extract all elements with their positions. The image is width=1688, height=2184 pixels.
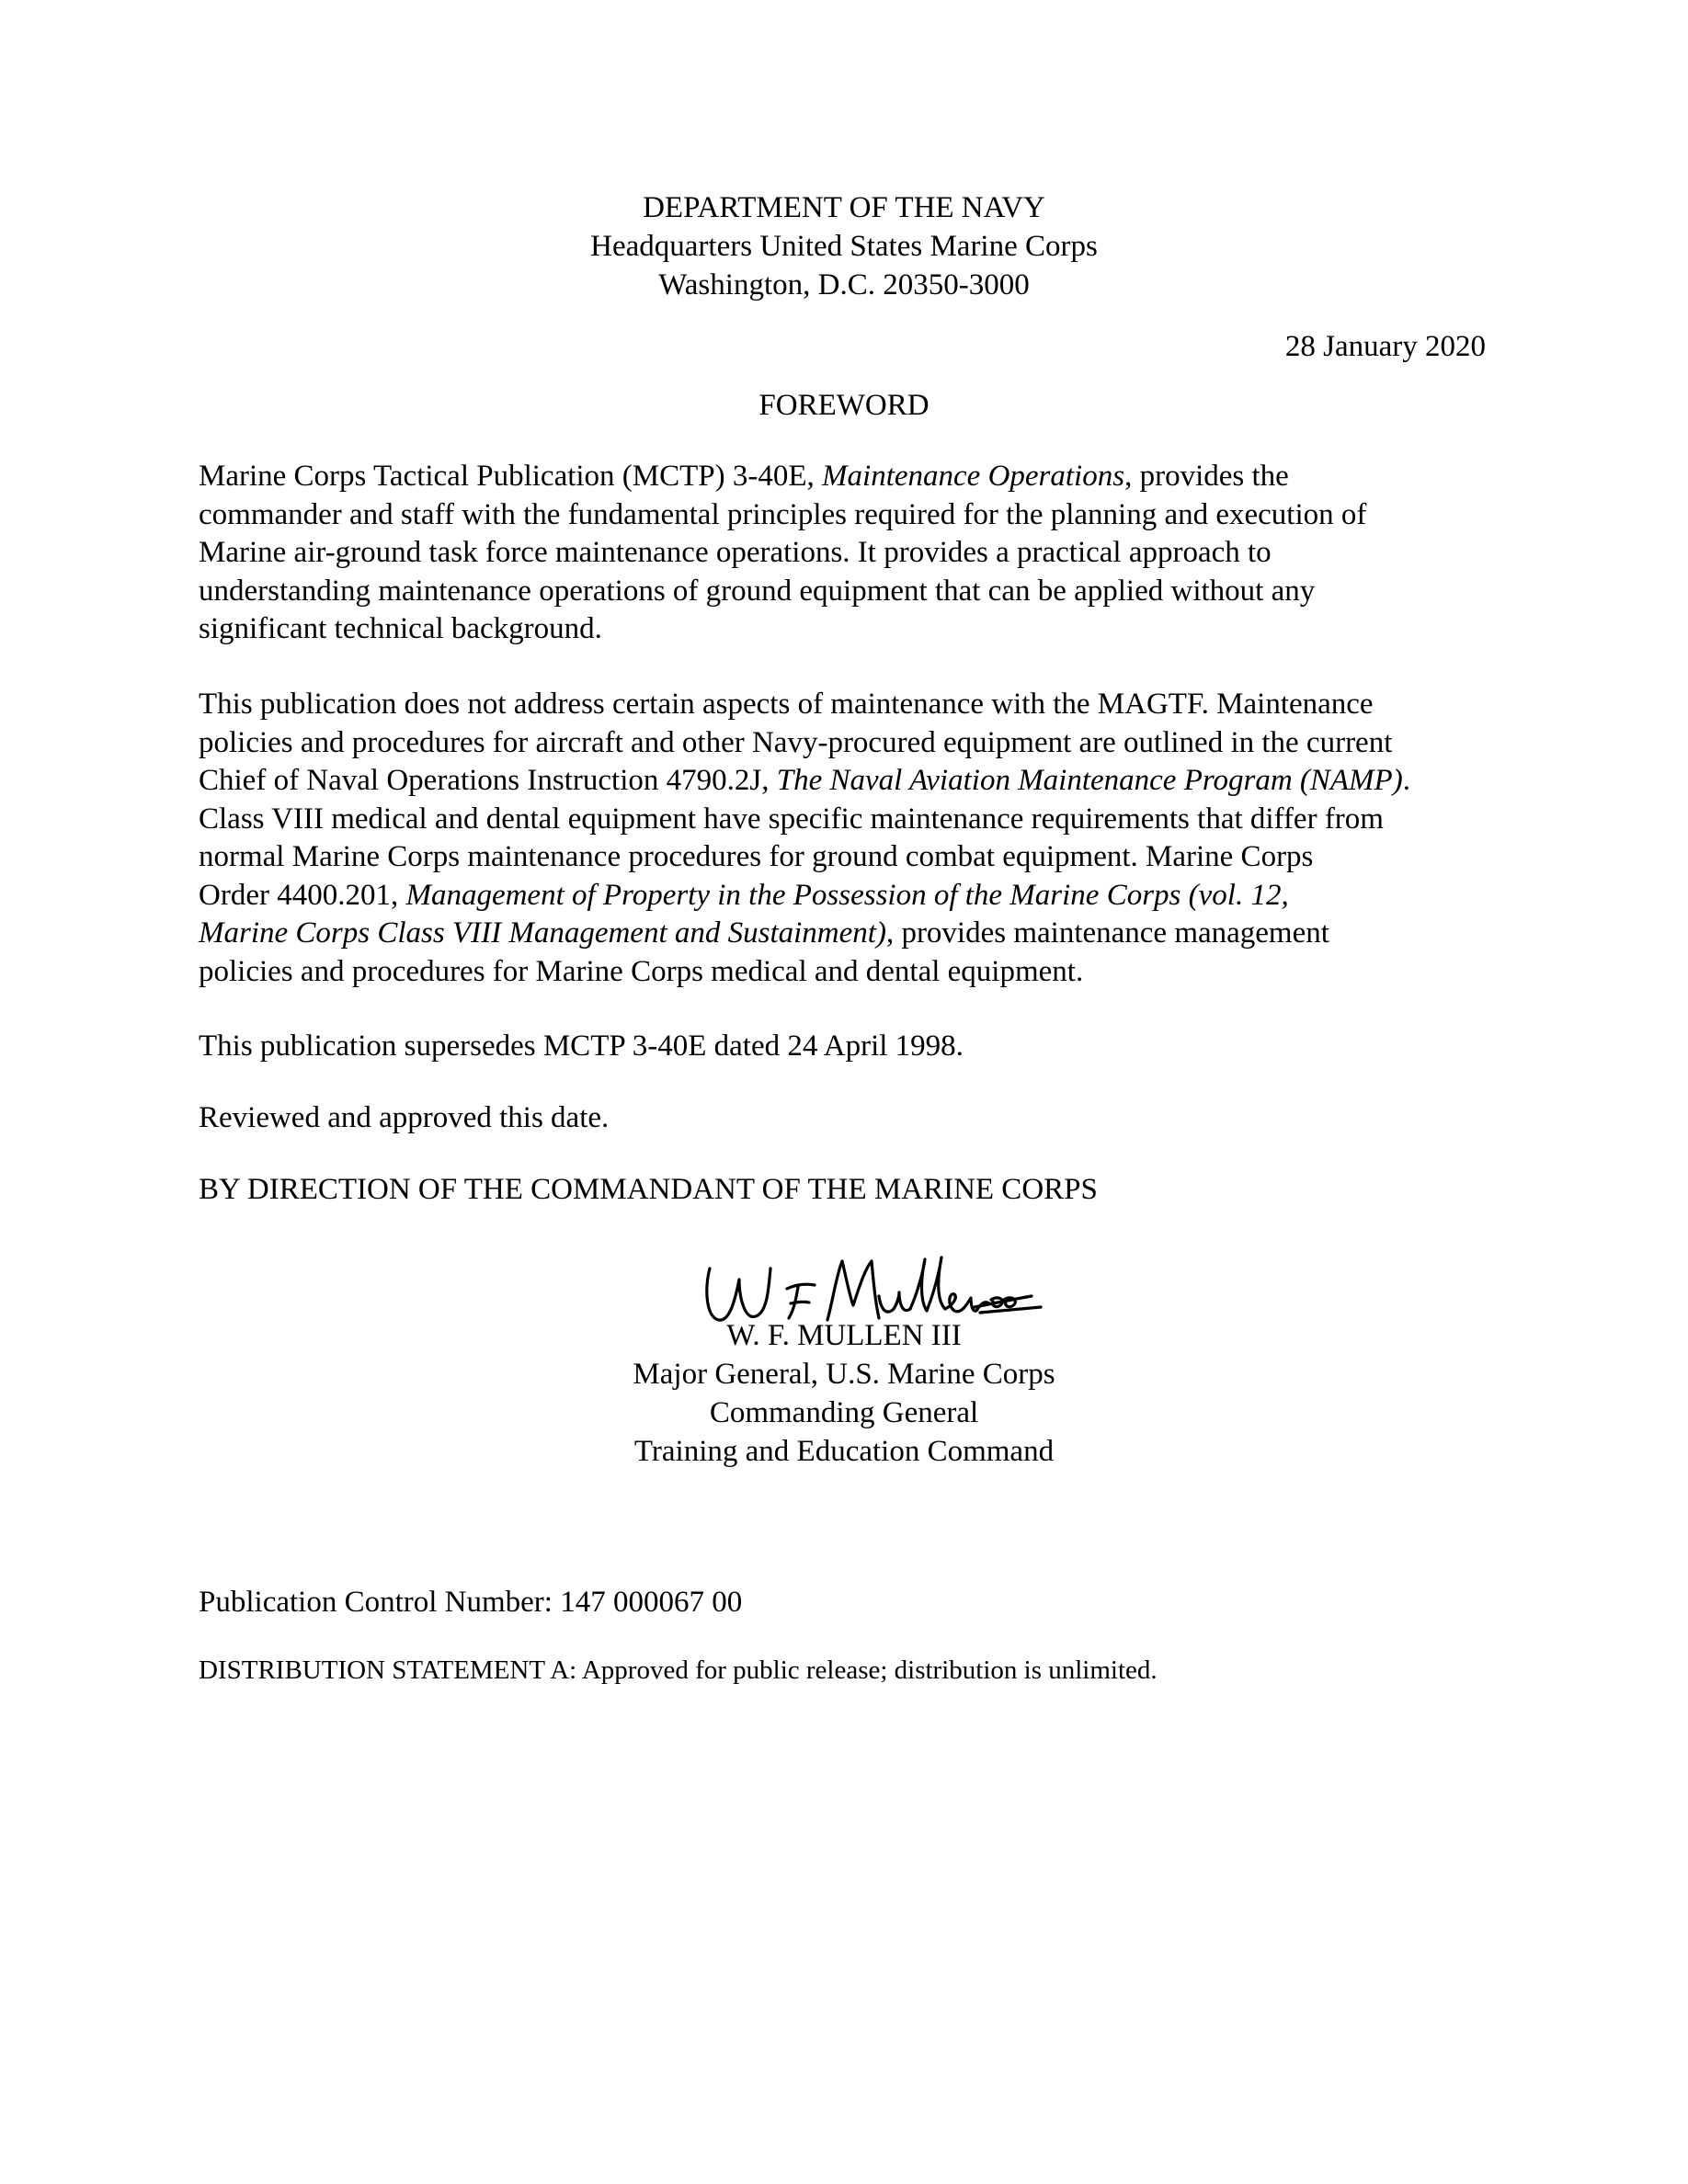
signer-name: W. F. MULLEN III	[726, 1319, 962, 1352]
text-span: , provides the	[1124, 460, 1289, 493]
document-date: 28 January 2020	[1284, 330, 1486, 363]
paragraph-2-line-4: Class VIII medical and dental equipment have specific maintenance requirements that differ from	[199, 802, 1384, 836]
text-span: Chief of Naval Operations Instruction 4790.2J,	[199, 764, 777, 797]
publication-control-number: Publication Control Number: 147 000067 00	[199, 1586, 743, 1619]
direction-statement: BY DIRECTION OF THE COMMANDANT OF THE MARINE CORPS	[199, 1173, 1098, 1206]
paragraph-1-line-5: significant technical background.	[199, 612, 602, 645]
supersedes-statement: This publication supersedes MCTP 3-40E dated 24 April 1998.	[199, 1029, 964, 1063]
paragraph-2-line-3	[199, 762, 1486, 801]
department-line: DEPARTMENT OF THE NAVY	[643, 191, 1045, 224]
paragraph-2-line-5: normal Marine Corps maintenance procedures for ground combat equipment. Marine Corps	[199, 840, 1314, 873]
signature-block	[0, 1316, 1688, 1471]
publication-title-italic: Management of Property in the Possession of the Marine Corps (vol. 12,	[405, 878, 1289, 912]
paragraph-1-line-4: understanding maintenance operations of ground equipment that can be applied without any	[199, 574, 1316, 608]
text-span: .	[1402, 764, 1410, 797]
page-title: FOREWORD	[758, 389, 930, 422]
approval-statement: Reviewed and approved this date.	[199, 1101, 610, 1134]
paragraph-2	[199, 686, 1486, 991]
signer-command: Training and Education Command	[633, 1435, 1055, 1468]
publication-title-italic: Marine Corps Class VIII Management and Sustainment)	[199, 916, 886, 950]
paragraph-1-line-1	[199, 458, 1486, 496]
paragraph-2-line-8: policies and procedures for Marine Corps medical and dental equipment.	[199, 954, 1084, 988]
text-span: Marine Corps Tactical Publication (MCTP) 3-40E,	[199, 460, 823, 493]
paragraph-2-line-2: policies and procedures for aircraft and other Navy-procured equipment are outlined in the current	[199, 725, 1393, 759]
publication-title-italic: Maintenance Operations	[822, 460, 1125, 493]
paragraph-1-line-2: commander and staff with the fundamental principles required for the planning and execution of	[199, 497, 1367, 531]
paragraph-5	[199, 1171, 1486, 1210]
address-line: Washington, D.C. 20350-3000	[658, 268, 1030, 301]
paragraph-2-line-7	[199, 915, 1486, 953]
text-span: Order 4400.201,	[199, 878, 406, 912]
signer-position: Commanding General	[709, 1396, 979, 1429]
text-span: , provides maintenance management	[885, 916, 1329, 950]
letterhead	[0, 188, 1688, 304]
paragraph-2-line-1: This publication does not address certain aspects of maintenance with the MAGTF. Maintenance	[199, 688, 1374, 721]
headquarters-line: Headquarters United States Marine Corps	[590, 230, 1098, 263]
paragraph-2-line-6	[199, 877, 1486, 916]
paragraph-1	[199, 458, 1486, 649]
paragraph-1-line-3: Marine air-ground task force maintenance operations. It provides a practical approach to	[199, 536, 1272, 569]
signer-rank: Major General, U.S. Marine Corps	[633, 1358, 1055, 1391]
distribution-statement: DISTRIBUTION STATEMENT A: Approved for public release; distribution is unlimited.	[199, 1655, 1158, 1685]
paragraph-4	[199, 1099, 1486, 1138]
paragraph-3	[199, 1028, 1486, 1066]
publication-title-italic: The Naval Aviation Maintenance Program (NAMP)	[776, 764, 1403, 797]
